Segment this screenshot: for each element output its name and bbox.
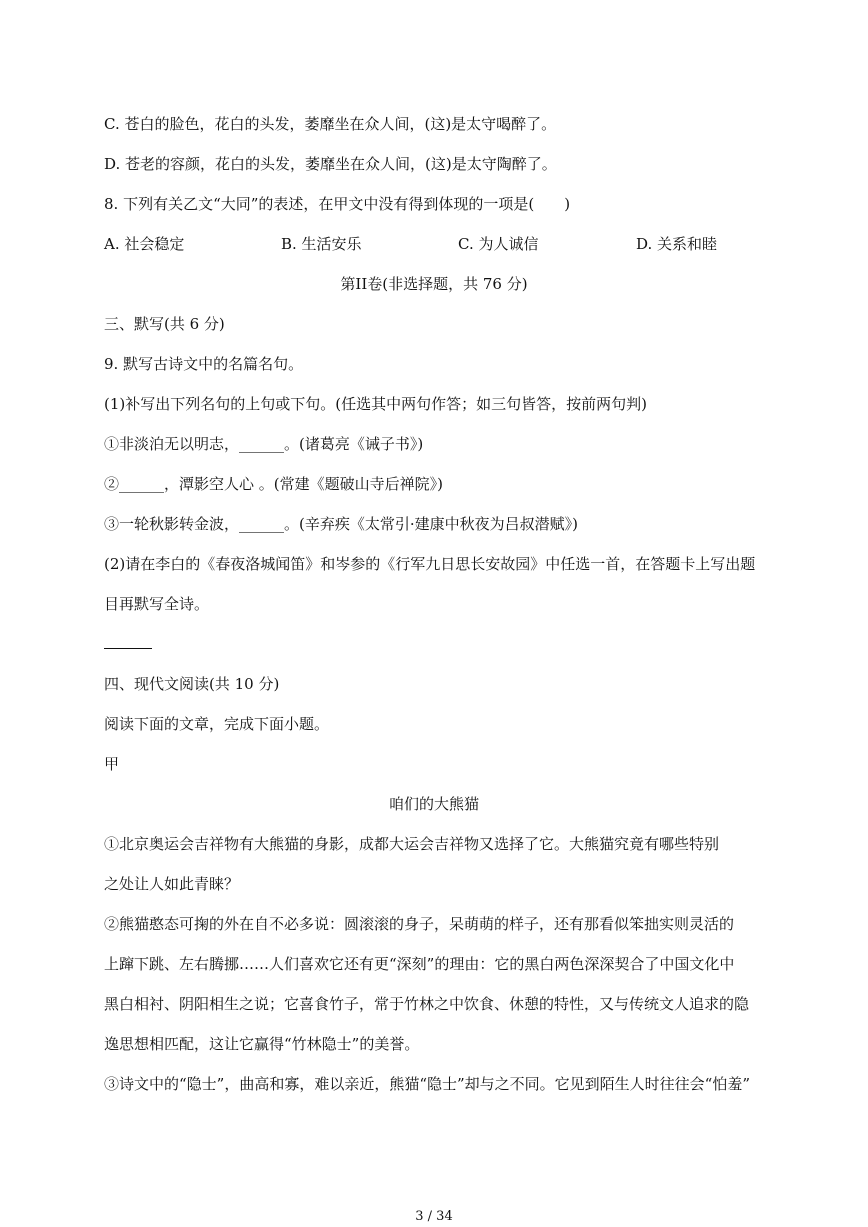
answer-option-b: B. 生活安乐 xyxy=(281,235,362,253)
paragraph-2-line-4: 逸思想相匹配，这让它赢得“竹林隐士”的美誉。 xyxy=(104,1035,420,1053)
option-d-line: D. 苍老的容颜，花白的头发，萎靡坐在众人间，(这)是太守陶醉了。 xyxy=(104,155,557,173)
question-9-part-2-line-1: (2)请在李白的《春夜洛城闻笛》和岑参的《行军九日思长安故园》中任选一首，在答题卡上写出题 xyxy=(104,555,756,573)
paragraph-1-line-2: 之处让人如此青睐？ xyxy=(104,875,240,893)
option-c-line: C. 苍白的脸色，花白的头发，萎靡坐在众人间，(这)是太守喝醉了。 xyxy=(104,115,557,133)
question-9-item-2: ②______，潭影空人心 。(常建《题破山寺后禅院》) xyxy=(104,475,443,493)
section-three-heading: 三、默写(共 6 分) xyxy=(104,315,225,333)
question-9-part-2-line-2: 目再默写全诗。 xyxy=(104,595,210,613)
paragraph-1-line-1: ①北京奥运会吉祥物有大熊猫的身影，成都大运会吉祥物又选择了它。大熊猫究竟有哪些特别 xyxy=(104,835,720,853)
paragraph-3-line-1: ③诗文中的“隐士”，曲高和寡，难以亲近，熊猫“隐士”却与之不同。它见到陌生人时往往会“怕羞” xyxy=(104,1075,751,1093)
paragraph-2-line-3: 黑白相衬、阴阳相生之说；它喜食竹子，常于竹林之中饮食、休憩的特性，又与传统文人追求的隐 xyxy=(104,995,750,1013)
reading-instruction: 阅读下面的文章，完成下面小题。 xyxy=(104,715,330,733)
paragraph-2-line-1: ②熊猫憨态可掬的外在自不必多说：圆滚滚的身子，呆萌萌的样子，还有那看似笨拙实则灵活的 xyxy=(104,915,735,933)
question-8: 8. 下列有关乙文“大同”的表述，在甲文中没有得到体现的一项是( ) xyxy=(104,195,571,213)
question-9-item-1: ①非淡泊无以明志，______。(诸葛亮《诫子书》) xyxy=(104,435,424,453)
answer-option-a: A. 社会稳定 xyxy=(104,235,185,253)
answer-blank-rule xyxy=(104,648,152,649)
paragraph-2-line-2: 上蹿下跳、左右腾挪……人们喜欢它还有更“深刻”的理由：它的黑白两色深深契合了中国文化中 xyxy=(104,955,735,973)
part-two-heading: 第II卷(非选择题，共 76 分) xyxy=(340,275,528,293)
question-9-item-3: ③一轮秋影转金波，______。(辛弃疾《太常引·建康中秋夜为吕叔潜赋》) xyxy=(104,515,578,533)
passage-label: 甲 xyxy=(104,755,120,773)
passage-title: 咱们的大熊猫 xyxy=(388,795,479,813)
page-number: 3 / 34 xyxy=(415,1209,453,1224)
answer-option-d: D. 关系和睦 xyxy=(636,235,718,253)
question-9: 9. 默写古诗文中的名篇名句。 xyxy=(104,355,304,373)
answer-option-c: C. 为人诚信 xyxy=(458,235,539,253)
section-four-heading: 四、现代文阅读(共 10 分) xyxy=(104,675,280,693)
question-9-part-1: (1)补写出下列名句的上句或下句。(任选其中两句作答；如三句皆答，按前两句判) xyxy=(104,395,647,413)
